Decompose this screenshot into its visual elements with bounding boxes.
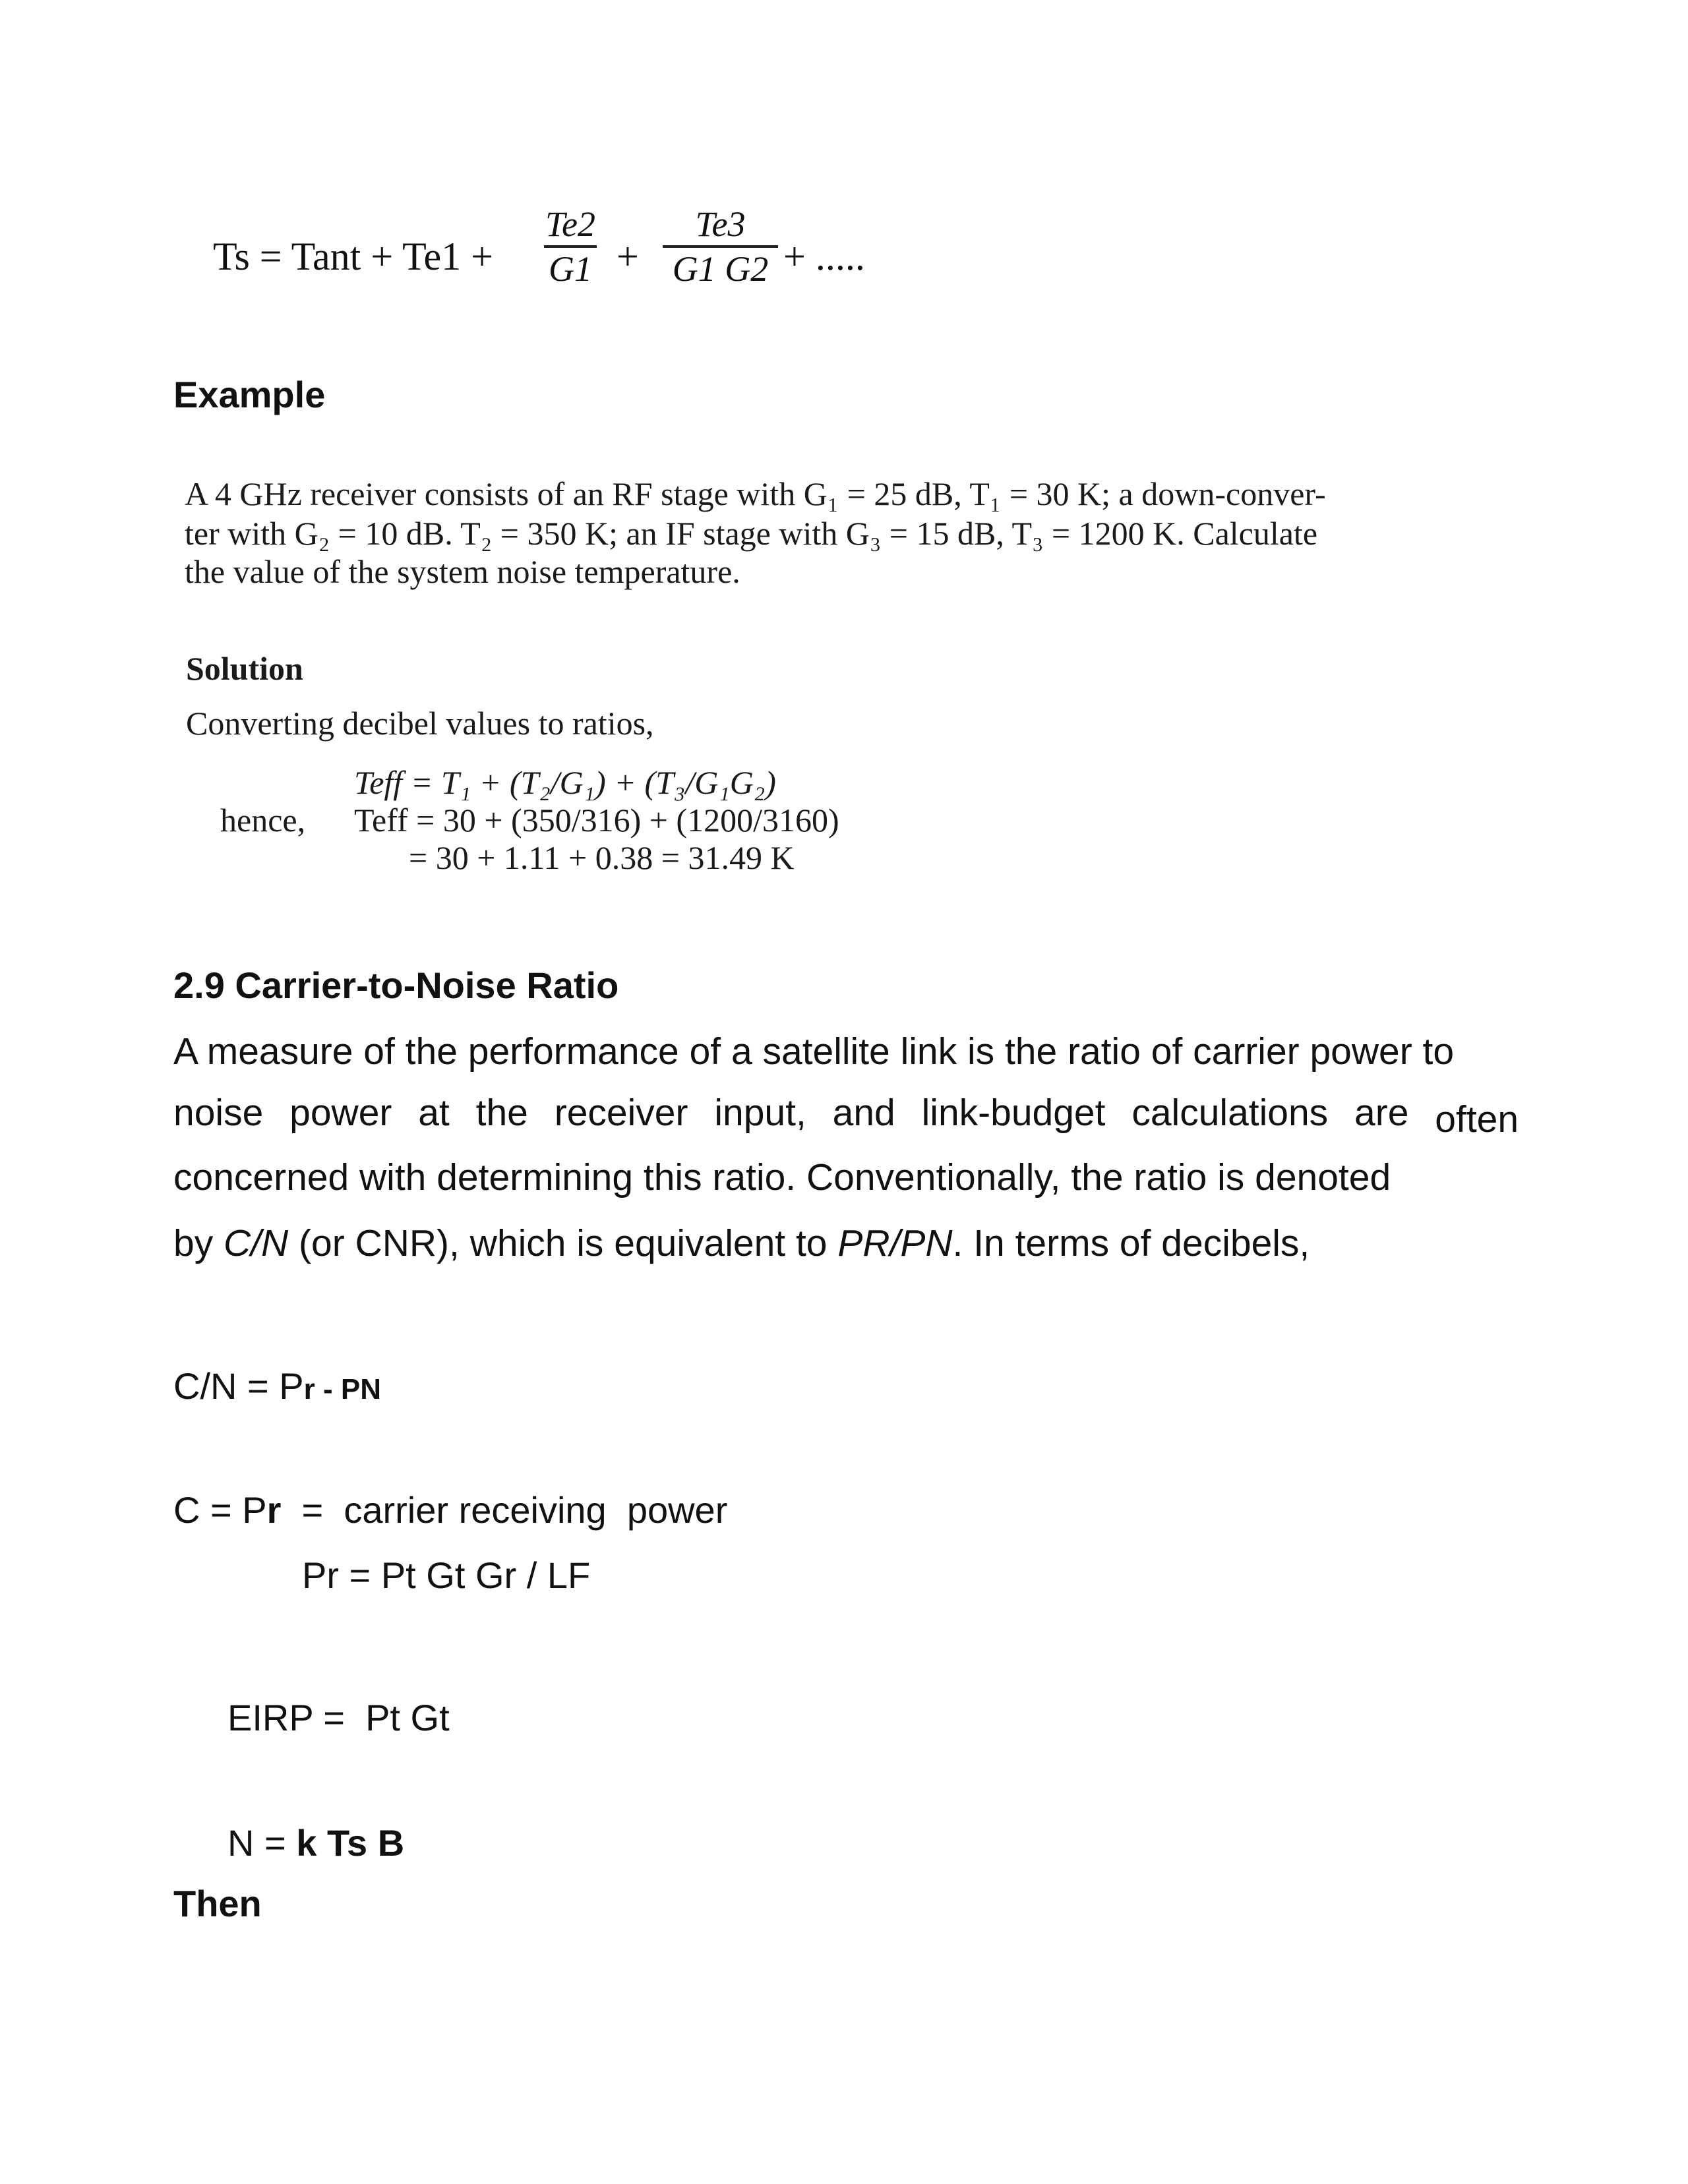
- text-run: (or CNR), which is equivalent to: [288, 1222, 838, 1264]
- word: link-budget: [921, 1092, 1106, 1134]
- word: at: [418, 1092, 450, 1134]
- cn-lhs: C/N = P: [173, 1365, 304, 1407]
- prpn-symbol: PR/PN: [837, 1222, 953, 1264]
- section-heading: 2.9 Carrier-to-Noise Ratio: [173, 964, 619, 1006]
- text-run: by: [173, 1222, 224, 1264]
- fraction-bar: [663, 245, 778, 248]
- problem-line-1: A 4 GHz receiver consists of an RF stage with G₁ = 25 dB, T₁ = 30 K; a down-conver-: [185, 475, 1326, 512]
- teff-equation: Teff = T₁ + (T₂/G₁) + (T₃/G₁G₂): [354, 764, 776, 801]
- teff-result: = 30 + 1.11 + 0.38 = 31.49 K: [409, 839, 795, 876]
- c-sub: r: [266, 1489, 282, 1531]
- fraction-te2-g1: [544, 204, 597, 289]
- word: the: [475, 1092, 528, 1134]
- pr-formula: Pr = Pt Gt Gr / LF: [302, 1554, 591, 1596]
- n-lhs: N =: [227, 1822, 297, 1864]
- hence-label: hence,: [220, 802, 306, 839]
- c-rhs: = carrier receiving power: [281, 1489, 728, 1531]
- paragraph-line-3: concerned with determining this ratio. Conventionally, the ratio is denoted: [173, 1156, 1391, 1198]
- ts-formula-lhs: Ts = Tant + Te1 +: [213, 235, 494, 278]
- fraction-denominator: G1 G2: [672, 249, 769, 289]
- n-rhs: k Ts B: [296, 1822, 405, 1864]
- cn-symbol: C/N: [224, 1222, 289, 1264]
- solution-heading: Solution: [186, 650, 303, 687]
- word: and: [832, 1092, 895, 1134]
- word: input,: [714, 1092, 806, 1134]
- formula-tail: + .....: [783, 235, 865, 278]
- paragraph-line-2: [173, 1091, 1519, 1140]
- word: receiver: [554, 1092, 688, 1134]
- fraction-denominator: G1: [549, 249, 592, 289]
- then-label: Then: [173, 1883, 262, 1924]
- example-heading: Example: [173, 374, 326, 415]
- fraction-bar: [544, 245, 597, 248]
- word: noise: [173, 1092, 264, 1134]
- word: power: [289, 1092, 392, 1134]
- carrier-power-equation: [173, 1489, 727, 1531]
- eirp-formula: EIRP = Pt Gt: [227, 1697, 450, 1738]
- fraction-numerator: Te3: [695, 204, 746, 244]
- paragraph-line-4: [173, 1222, 1519, 1265]
- teff-substituted: Teff = 30 + (350/316) + (1200/3160): [354, 802, 839, 839]
- noise-formula: [227, 1821, 404, 1864]
- converting-text: Converting decibel values to ratios,: [186, 705, 654, 742]
- problem-line-2: ter with G₂ = 10 dB. T₂ = 350 K; an IF stage with G₃ = 15 dB, T₃ = 1200 K. Calculate: [185, 515, 1318, 552]
- cn-rhs: r - PN: [303, 1373, 381, 1405]
- cn-equation: [173, 1365, 381, 1407]
- word: often: [1435, 1098, 1519, 1140]
- paragraph-line-1: A measure of the performance of a satellite link is the ratio of carrier power to: [173, 1030, 1455, 1073]
- word: are: [1354, 1092, 1409, 1134]
- text-run: . In terms of decibels,: [952, 1222, 1310, 1264]
- fraction-te3-g1g2: [663, 204, 778, 289]
- fraction-numerator: Te2: [545, 204, 596, 244]
- word: calculations: [1131, 1092, 1329, 1134]
- plus-sign: +: [617, 235, 639, 278]
- c-lhs: C = P: [173, 1489, 267, 1531]
- problem-line-3: the value of the system noise temperature.: [185, 553, 740, 590]
